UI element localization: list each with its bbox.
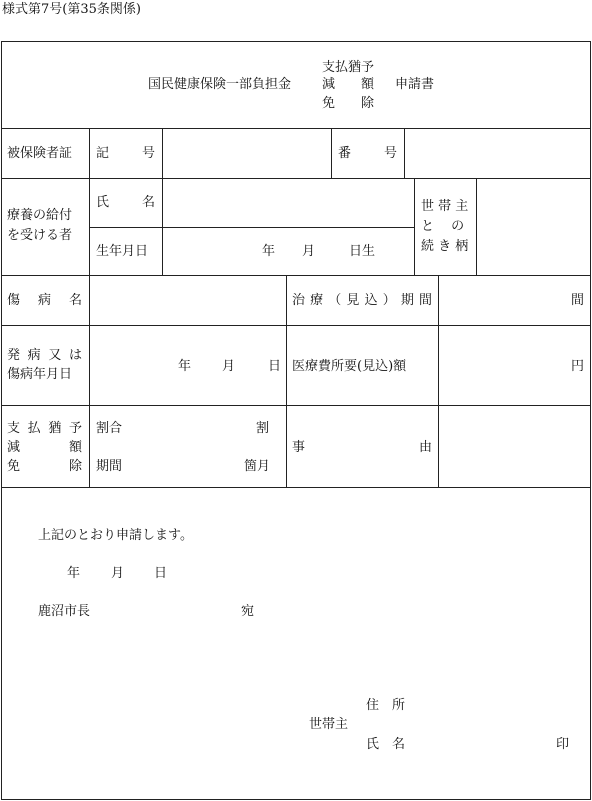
birth-day: 日生 <box>349 244 376 259</box>
injury-name-label: 傷 病 名 <box>7 293 82 308</box>
title-prefix: 国民健康保険一部負担金 <box>148 77 292 92</box>
name-field[interactable] <box>164 180 413 226</box>
address-label: 住 所 <box>366 698 406 713</box>
form-number: 様式第7号(第35条関係) <box>2 2 141 17</box>
birth-month: 月 <box>302 244 316 259</box>
reason-field[interactable] <box>440 407 589 486</box>
birth-year: 年 <box>262 244 276 259</box>
relation-label-line1: 世 帯 主 <box>421 199 469 214</box>
applicant-name-label: 氏 名 <box>366 737 406 752</box>
title-suffix: 申請書 <box>395 77 435 92</box>
reason-label: 事 由 <box>292 440 432 455</box>
rule <box>286 275 287 487</box>
rule <box>476 178 477 275</box>
insured-card-label: 被保険者証 <box>7 146 73 161</box>
rule <box>331 128 332 178</box>
addressee-suffix: 宛 <box>241 604 255 619</box>
name-label: 氏 名 <box>96 195 155 210</box>
ratio-unit: 割 <box>256 421 270 436</box>
rule <box>438 275 439 487</box>
table-border-left <box>1 41 2 800</box>
bango-label: 番 号 <box>338 146 397 161</box>
onset-label-line2: 傷病年月日 <box>7 367 73 382</box>
relation-label-line3: 続 き 柄 <box>421 239 469 254</box>
kigo-label: 記 号 <box>96 146 155 161</box>
period-unit: 箇月 <box>244 459 271 474</box>
treatment-period-label: 治 療 （ 見 込 ） 期 間 <box>292 293 432 308</box>
relation-field[interactable] <box>478 180 589 274</box>
kigo-field[interactable] <box>164 130 330 177</box>
bango-field[interactable] <box>406 130 589 177</box>
option-label-line2: 減 額 <box>7 440 82 455</box>
seal-mark: 印 <box>556 737 570 752</box>
rule <box>414 178 415 275</box>
title-option-payment-deferral: 支払猶予 <box>322 60 375 75</box>
treatment-period-unit: 間 <box>571 293 585 308</box>
birth-label: 生年月日 <box>96 244 149 259</box>
title-option-exemption: 免 除 <box>322 96 375 111</box>
rule <box>162 128 163 275</box>
recipient-label-line1: 療養の給付 <box>7 208 73 223</box>
option-label-line1: 支 払 猶 予 <box>7 421 82 436</box>
onset-month: 月 <box>222 359 236 374</box>
recipient-label-line2: を受ける者 <box>7 228 73 243</box>
relation-label-line2: と の <box>421 219 465 234</box>
householder-label: 世帯主 <box>309 717 349 732</box>
title-option-reduction: 減 額 <box>322 77 375 92</box>
addressee: 鹿沼市長 <box>38 604 91 619</box>
rule <box>1 487 591 488</box>
medical-cost-unit: 円 <box>571 359 585 374</box>
onset-day: 日 <box>268 359 282 374</box>
rule <box>404 128 405 178</box>
declaration-month: 月 <box>111 566 125 581</box>
option-label-line3: 免 除 <box>7 459 82 474</box>
onset-year: 年 <box>178 359 192 374</box>
ratio-label: 割合 <box>96 421 123 436</box>
medical-cost-label: 医療費所要(見込)額 <box>292 359 407 374</box>
injury-name-field[interactable] <box>91 277 285 324</box>
table-border-right <box>590 41 591 800</box>
onset-label-line1: 発 病 又 は <box>7 348 82 363</box>
rule <box>89 227 415 228</box>
declaration-statement: 上記のとおり申請します。 <box>38 528 193 543</box>
declaration-year: 年 <box>67 566 81 581</box>
table-border-top <box>1 41 591 42</box>
period-label: 期間 <box>96 459 123 474</box>
declaration-day: 日 <box>154 566 168 581</box>
rule <box>89 128 90 487</box>
table-border-bottom <box>1 799 591 800</box>
